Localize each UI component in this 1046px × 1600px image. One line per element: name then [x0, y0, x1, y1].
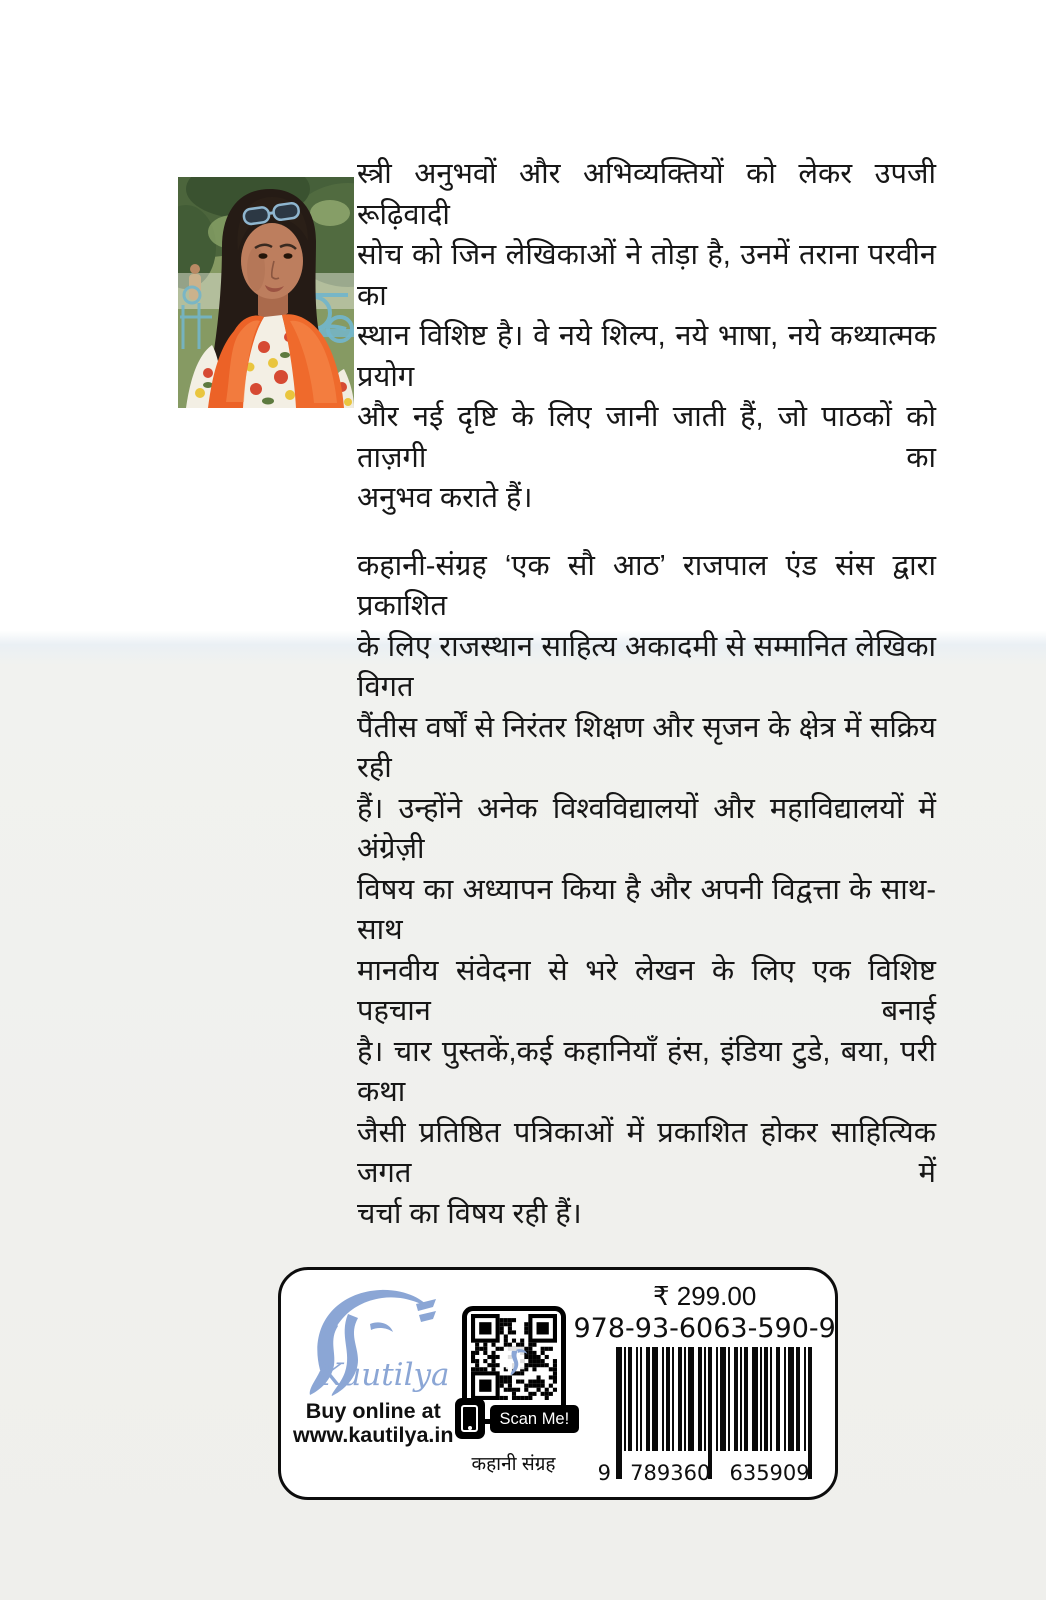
scan-me-label: Scan Me! [490, 1405, 580, 1433]
bio-text-line: मानवीय संवेदना से भरे लेखन के लिए एक विशिष्ट पहचान बनाई [357, 954, 936, 1027]
phone-icon [455, 1398, 485, 1439]
bio-text-line: स्थान विशिष्ट है। वे नये शिल्प, नये भाषा, नये कथ्यात्मक प्रयोग [357, 320, 936, 393]
bio-text-line: है। चार पुस्तकें,कई कहानियाँ हंस, इंडिया टुडे, बया, परी कथा [357, 1035, 936, 1108]
barcode [598, 1345, 812, 1485]
bio-text-line: हैं। उन्होंने अनेक विश्वविद्यालयों और महाविद्यालयों में अंग्रेज़ी [357, 792, 936, 865]
bio-paragraph-1 [357, 154, 936, 519]
buy-online-text [293, 1399, 454, 1448]
barcode-block [574, 1278, 836, 1489]
author-photo-illustration [178, 177, 354, 408]
bio-text-line: पैंतीस वर्षों से निरंतर शिक्षण और सृजन के क्षेत्र में सक्रिय रही [357, 711, 936, 784]
scan-me-badge [455, 1398, 580, 1439]
ean-digit-group: 9 [597, 1461, 612, 1485]
bio-text-line: सोच को जिन लेखिकाओं ने तोड़ा है, उनमें तराना परवीन का [357, 239, 936, 312]
bio-text-line: कहानी-संग्रह ‘एक सौ आठ’ राजपाल एंड संस द्वारा प्रकाशित [357, 549, 936, 622]
author-bio [357, 154, 936, 1234]
bio-paragraph-2 [357, 546, 936, 1235]
buy-online-line: Buy online at [305, 1399, 441, 1423]
ean-digit-group: 635909 [729, 1461, 810, 1485]
qr-code-pattern [471, 1314, 557, 1400]
isbn-number: 978-93-6063-590-9 [573, 1313, 836, 1344]
qr-caption: कहानी संग्रह [471, 1454, 556, 1475]
ean-digit-group: 789360 [630, 1461, 711, 1485]
bio-text-line: स्त्री अनुभवों और अभिव्यक्तियों को लेकर उपजी रूढ़िवादी [357, 158, 936, 231]
bio-text-line: जैसी प्रतिष्ठित पत्रिकाओं में प्रकाशित होकर साहित्यिक जगत में [357, 1116, 936, 1189]
price: ₹ 299.00 [653, 1281, 757, 1311]
qr-code [462, 1306, 570, 1428]
bio-text-line: और नई दृष्टि के लिए जानी जाती हैं, जो पाठकों को ताज़गी का [357, 401, 936, 474]
publisher-block [293, 1278, 454, 1489]
bio-text-line: अनुभव कराते हैं। [357, 482, 533, 514]
barcode-digits [598, 1461, 810, 1485]
purchase-info-box [278, 1267, 838, 1500]
bio-text-line: विषय का अध्यापन किया है और अपनी विद्वत्ता के साथ-साथ [357, 873, 936, 946]
bio-text-line: के लिए राजस्थान साहित्य अकादमी से सम्मानित लेखिका विगत [357, 630, 936, 703]
bio-text-line: चर्चा का विषय रही हैं। [357, 1197, 582, 1230]
publisher-website-url: www.kautilya.in [293, 1423, 454, 1448]
author-photo [178, 177, 354, 408]
publisher-name: Kautilya [319, 1357, 450, 1393]
qr-block [462, 1278, 570, 1489]
